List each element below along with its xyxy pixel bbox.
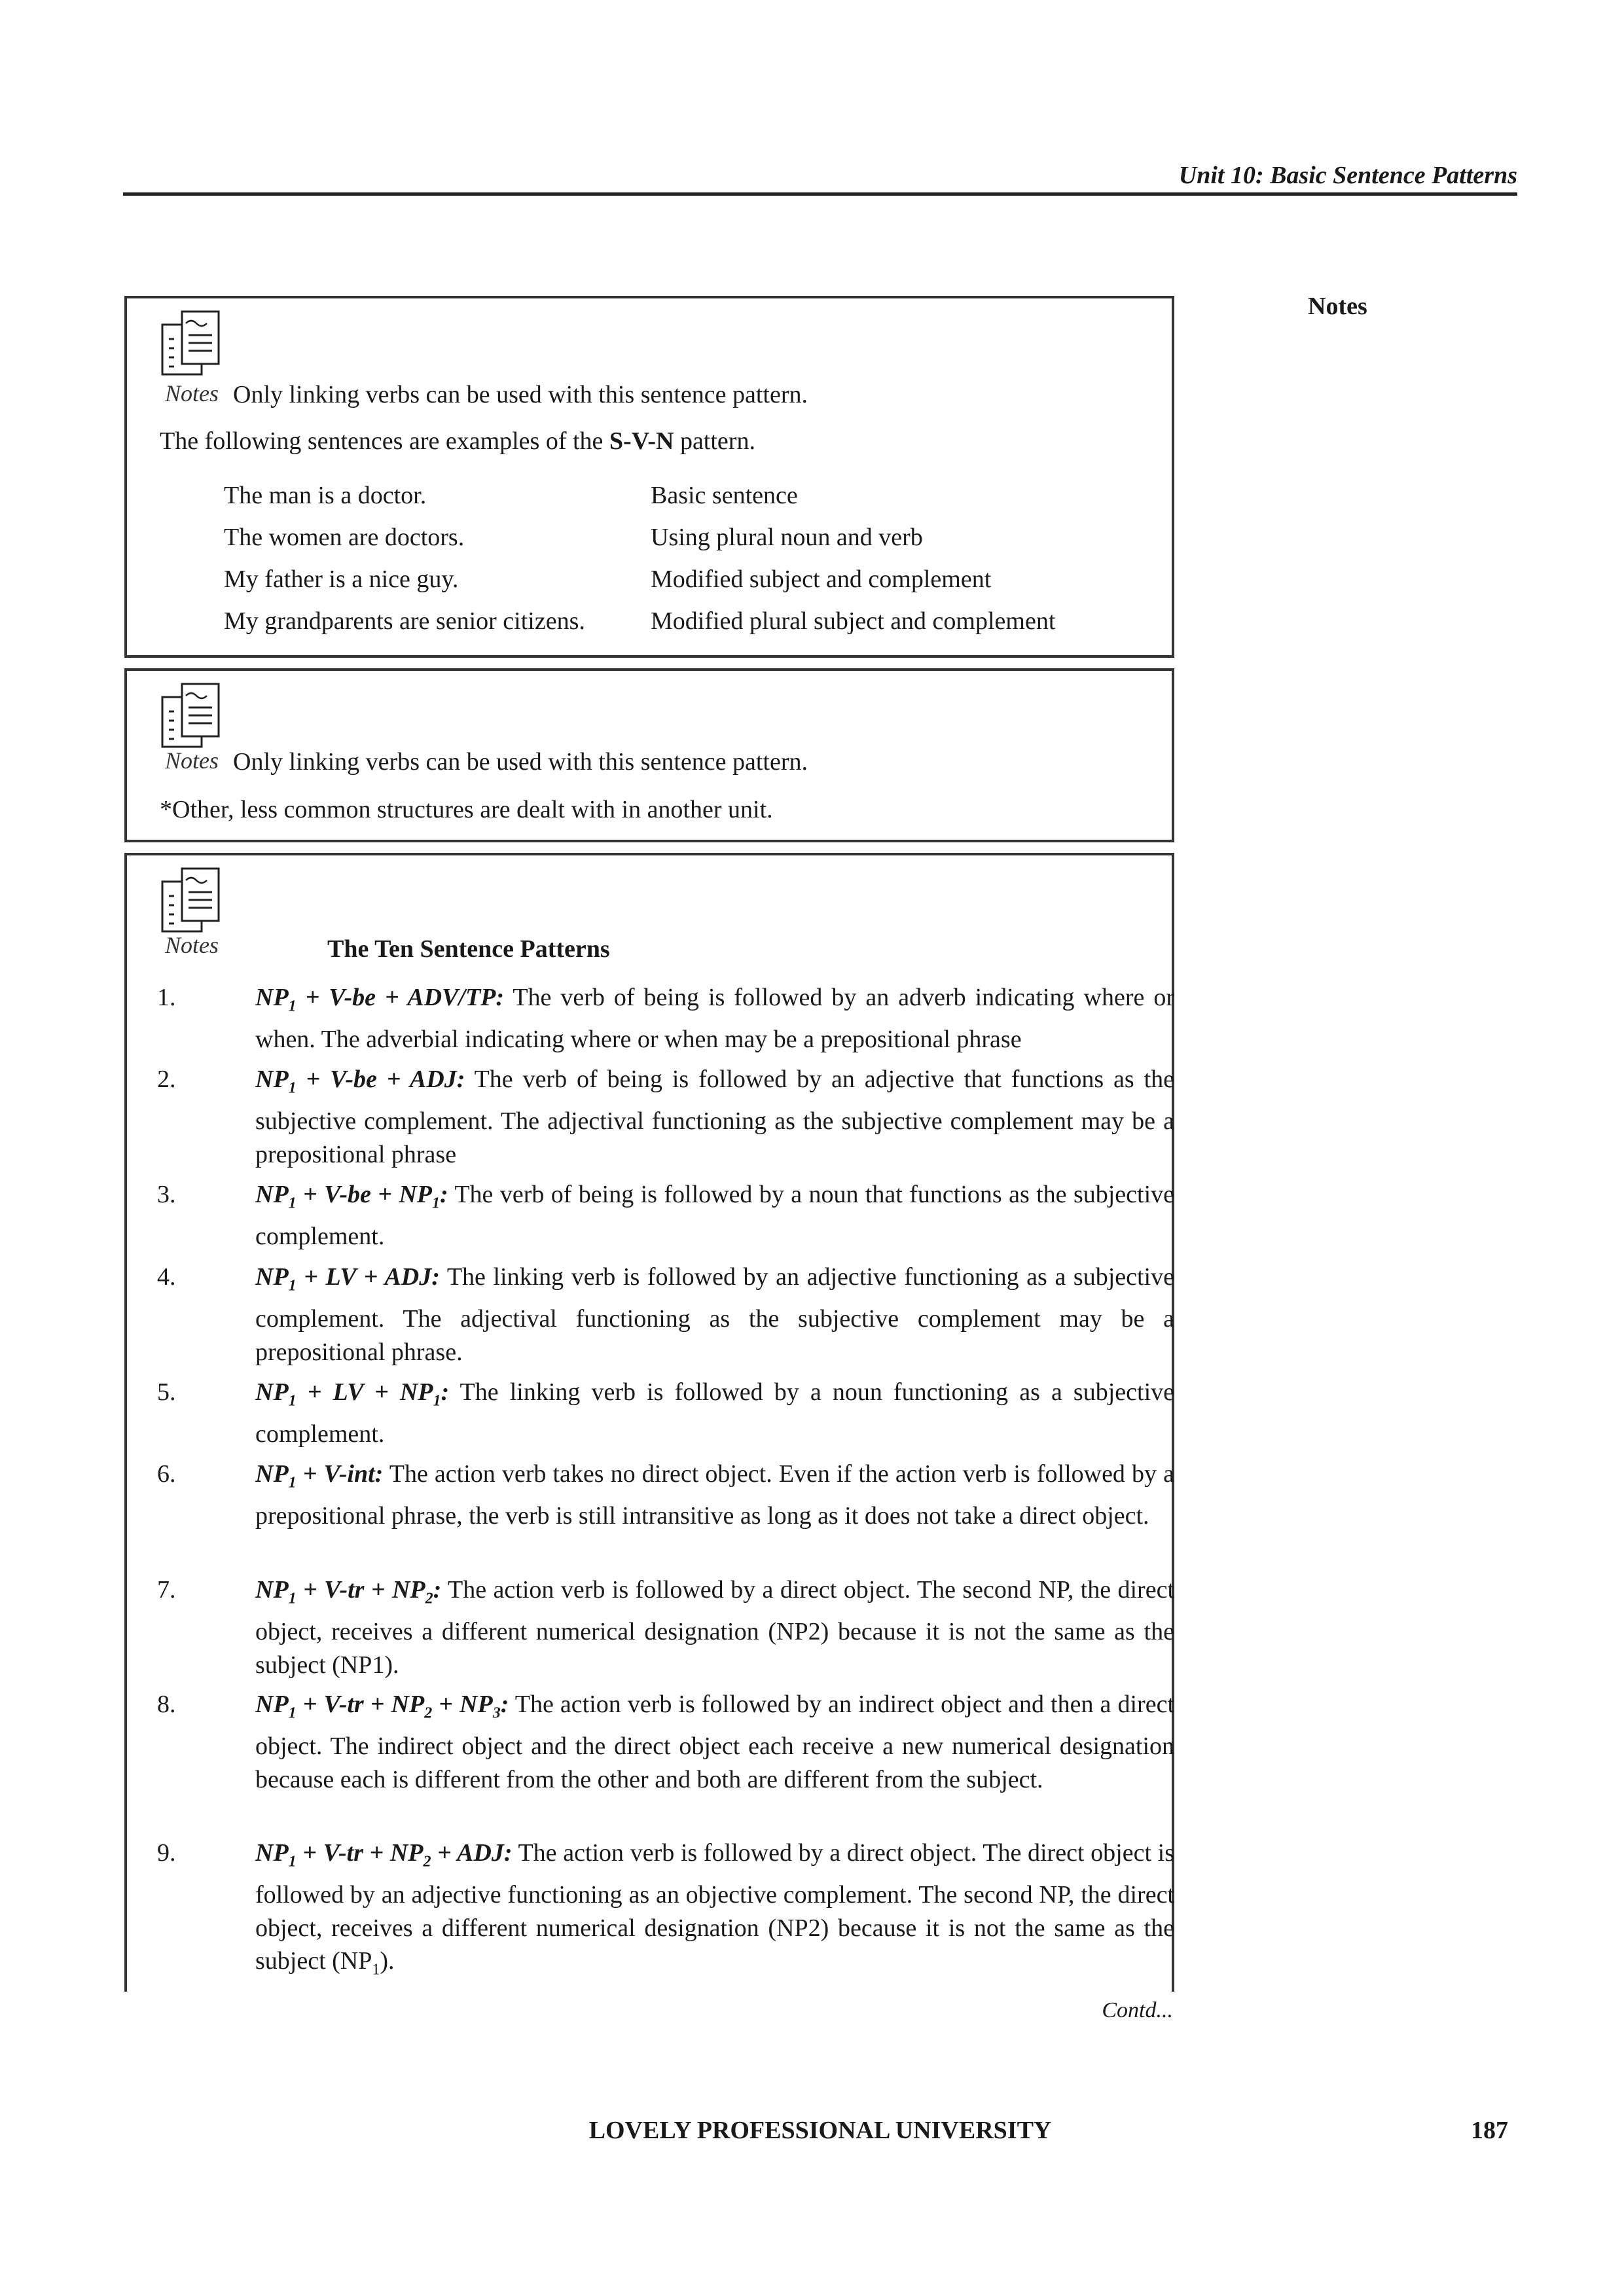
footer-university: LOVELY PROFESSIONAL UNIVERSITY bbox=[588, 2117, 1052, 2144]
pattern-item bbox=[157, 1063, 1174, 1171]
example-description: Modified plural subject and complement bbox=[651, 607, 1056, 635]
pattern-number: 4. bbox=[157, 1263, 176, 1291]
pattern-text: $NP_1 + V-tr + NP_2 + NP_3$: The action verb is followed by an indirect object and then a direct object. The indirect object and the direct object each receive a new numerical designation because each is different from the other and both are different from the subject. bbox=[255, 1691, 1175, 1793]
pattern-number: 8. bbox=[157, 1691, 176, 1718]
pattern-formula: $NP_1 + V-tr + NP_2$: bbox=[255, 1576, 442, 1607]
pattern-item bbox=[157, 1573, 1174, 1681]
page-number: 187 bbox=[1471, 2117, 1508, 2144]
notes-book-icon bbox=[160, 866, 223, 934]
pattern-text: $NP_1 + V-tr + NP_2$: The action verb is followed by a direct object. The second NP, the direct object, receives a different numerical designation (NP2) because it is not the same as the subject (NP1). bbox=[255, 1576, 1174, 1679]
pattern-number: 6. bbox=[157, 1460, 176, 1488]
header-rule bbox=[123, 192, 1517, 196]
notes-book-icon bbox=[160, 681, 223, 749]
notes-box-linking-verbs bbox=[124, 668, 1174, 842]
pattern-item bbox=[157, 981, 1174, 1056]
example-sentence: My grandparents are senior citizens. bbox=[224, 607, 585, 635]
footnote-text: *Other, less common structures are dealt with in another unit. bbox=[160, 796, 773, 823]
margin-notes-label: Notes bbox=[1308, 293, 1367, 320]
pattern-text: $NP_1 + V-be$ + ADJ: The verb of being is followed by an adjective that functions as the subjective complement. The adjectival functioning as the subjective complement may be a prepositional phrase bbox=[255, 1066, 1174, 1168]
pattern-item bbox=[157, 1458, 1174, 1533]
example-sentence: The man is a doctor. bbox=[224, 482, 427, 509]
examples-intro: The following sentences are examples of the S-V-N pattern. bbox=[160, 427, 755, 455]
example-description: Modified subject and complement bbox=[651, 565, 992, 593]
pattern-number: 9. bbox=[157, 1839, 176, 1867]
pattern-formula: $NP_1 + V-be$ + ADJ: bbox=[255, 1066, 465, 1097]
section-title: The Ten Sentence Patterns bbox=[327, 935, 610, 963]
pattern-formula: $NP_1$ + LV + ADJ: bbox=[255, 1263, 440, 1295]
continued-label: Contd... bbox=[1102, 1998, 1173, 2022]
note-text: Only linking verbs can be used with this sentence pattern. bbox=[233, 748, 808, 776]
pattern-item bbox=[157, 1178, 1175, 1253]
pattern-text: $NP_1$ + LV + ADJ: The linking verb is followed by an adjective functioning as a subjective complement. The adjectival functioning as the subjective complement may be a prepositional phrase. bbox=[255, 1263, 1174, 1366]
pattern-formula: $NP_1 + V-be + NP_1$: bbox=[255, 1181, 448, 1212]
pattern-text: $NP_1 + V-tr + NP_2$ + ADJ: The action verb is followed by a direct object. The direct object is followed by an adjective functioning as an objective complement. The second NP, the direct object, receives a different numerical designation (NP2) because it is not the same as the subject $(NP_1)$. bbox=[255, 1839, 1174, 1979]
notes-label: Notes bbox=[165, 747, 219, 774]
notes-book-icon bbox=[160, 309, 223, 377]
pattern-formula: $NP_1$ + LV + $NP_1$: bbox=[255, 1378, 450, 1410]
example-sentence: The women are doctors. bbox=[224, 524, 465, 551]
example-sentence: My father is a nice guy. bbox=[224, 565, 459, 593]
notes-box-svn-examples bbox=[124, 296, 1174, 658]
example-description: Basic sentence bbox=[651, 482, 798, 509]
pattern-formula: $NP_1 + V-be + ADV/TP$: bbox=[255, 984, 505, 1015]
pattern-number: 1. bbox=[157, 984, 176, 1011]
pattern-number: 2. bbox=[157, 1066, 176, 1093]
notes-label: Notes bbox=[165, 932, 219, 958]
pattern-formula: $NP_1 + V-tr + NP_2$ + ADJ: bbox=[255, 1839, 513, 1871]
pattern-formula: $NP_1 + V-int$: bbox=[255, 1460, 384, 1492]
pattern-item bbox=[157, 1376, 1174, 1451]
notes-label: Notes bbox=[165, 380, 219, 406]
pattern-text: $NP_1 + V-int$: The action verb takes no direct object. Even if the action verb is followed by a prepositional phrase, the verb is still intransitive as long as it does not take a direct object. bbox=[255, 1460, 1174, 1530]
pattern-item bbox=[157, 1837, 1174, 1986]
example-description: Using plural noun and verb bbox=[651, 524, 923, 551]
pattern-text: $NP_1 + V-be + ADV/TP$: The verb of being is followed by an adverb indicating where or when. The adverbial indicating where or when may be a prepositional phrase bbox=[255, 984, 1174, 1054]
notes-box-ten-patterns bbox=[124, 853, 1174, 1992]
pattern-item bbox=[157, 1261, 1174, 1369]
note-text: Only linking verbs can be used with this sentence pattern. bbox=[233, 381, 808, 408]
pattern-formula: $NP_1 + V-tr + NP_2 + NP_3$: bbox=[255, 1691, 509, 1722]
pattern-item bbox=[157, 1688, 1175, 1796]
pattern-text: $NP_1 + V-be + NP_1$: The verb of being is followed by a noun that functions as the subjective complement. bbox=[255, 1181, 1175, 1251]
pattern-number: 5. bbox=[157, 1378, 176, 1406]
pattern-number: 3. bbox=[157, 1181, 176, 1208]
running-head: Unit 10: Basic Sentence Patterns bbox=[1178, 162, 1517, 189]
pattern-text: $NP_1$ + LV + $NP_1$: The linking verb is followed by a noun functioning as a subjective complement. bbox=[255, 1378, 1174, 1448]
pattern-number: 7. bbox=[157, 1576, 176, 1604]
